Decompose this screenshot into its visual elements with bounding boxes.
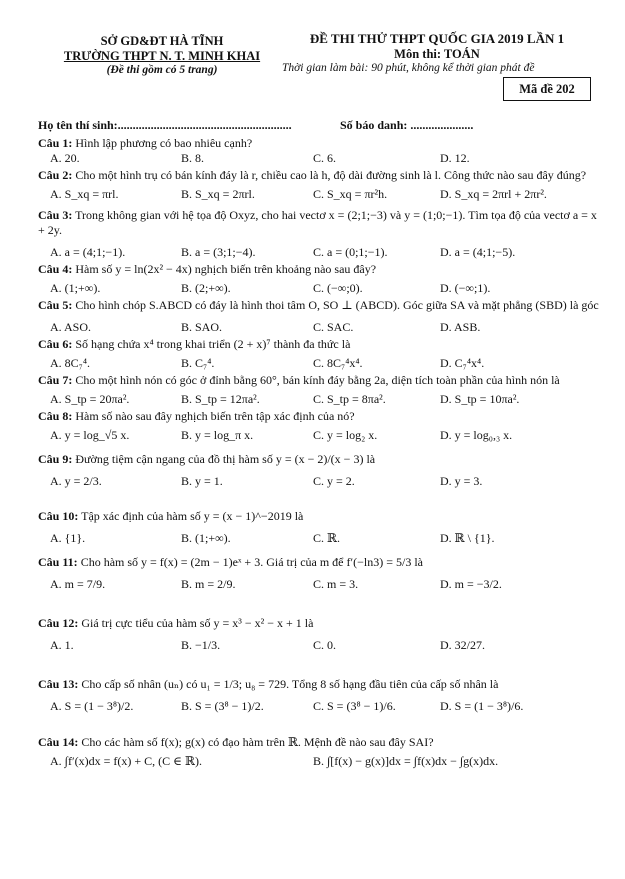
question	[38, 735, 603, 750]
question	[38, 298, 603, 313]
option-b: B. S_xq = 2πrl.	[181, 187, 255, 201]
option-a: A. S_tp = 20πa².	[50, 392, 130, 406]
question	[38, 373, 603, 388]
question-label: Câu 7:	[38, 373, 73, 387]
option-d: D. y = log₀,₃ x.	[440, 428, 513, 442]
option-c: C. (−∞;0).	[313, 281, 363, 295]
options-row	[38, 281, 603, 298]
options-row	[38, 320, 603, 337]
exam-title: ĐỀ THI THỬ THPT QUỐC GIA 2019 LẦN 1	[309, 31, 565, 46]
option-b: B. C₇⁴.	[181, 356, 215, 370]
options-row	[38, 151, 603, 168]
option-b: B. y = log_π x.	[181, 428, 254, 442]
question-text: Hàm số y = ln(2x² − 4x) nghịch biến trên khoảng nào sau đây?	[75, 262, 377, 276]
question	[38, 616, 603, 631]
option-d: D. a = (4;1;−5).	[440, 245, 516, 259]
question-text: Cho một hình nón có góc ở đỉnh bằng 60°, bán kính đáy bằng 2a, diện tích toàn phần của hình nón là	[75, 373, 560, 387]
question	[38, 168, 603, 183]
option-a: A. 20.	[50, 151, 80, 165]
option-b: B. S_tp = 12πa².	[181, 392, 260, 406]
option-c: C. S = (3⁸ − 1)/6.	[313, 699, 396, 713]
option-c: C. a = (0;1;−1).	[313, 245, 388, 259]
question-text: Trong không gian với hệ tọa độ Oxyz, cho hai vectơ x = (2;1;−3) và y = (1;0;−1). Tìm tọa độ của vectơ a = x + 2y.	[38, 208, 597, 237]
question	[38, 208, 603, 238]
options-row	[38, 474, 603, 502]
options-row	[38, 531, 603, 548]
question-label: Câu 4:	[38, 262, 73, 276]
option-c: C. ℝ.	[313, 531, 340, 545]
option-c: C. S_xq = πr²h.	[313, 187, 388, 201]
question-label: Câu 10:	[38, 509, 79, 523]
option-b: B. y = 1.	[181, 474, 223, 488]
options-row	[38, 245, 603, 262]
question-label: Câu 12:	[38, 616, 79, 630]
question-label: Câu 3:	[38, 208, 73, 222]
option-c: C. y = 2.	[313, 474, 355, 488]
option-a: A. ∫f′(x)dx = f(x) + C, (C ∈ ℝ).	[50, 754, 202, 768]
pages-note: (Đề thi gồm có 5 trang)	[106, 64, 218, 76]
option-a: A. y = log_√5 x.	[50, 428, 130, 442]
question	[38, 337, 603, 352]
option-a: A. 8C₇⁴.	[50, 356, 91, 370]
option-b: B. a = (3;1;−4).	[181, 245, 256, 259]
option-d: D. ℝ \ {1}.	[440, 531, 495, 545]
option-c: C. m = 3.	[313, 577, 359, 591]
header-right	[282, 31, 592, 74]
question-text: Tập xác định của hàm số y = (x − 1)^−2019 là	[81, 509, 304, 523]
option-c: C. 0.	[313, 638, 337, 652]
question-text: Cho cấp số nhân (uₙ) có u₁ = 1/3; u₈ = 729. Tổng 8 số hạng đầu tiên của cấp số nhân là	[81, 677, 499, 691]
question	[38, 509, 603, 524]
options-row	[38, 356, 603, 373]
option-a: A. {1}.	[50, 531, 86, 545]
option-b: B. (1;+∞).	[181, 531, 231, 545]
question-label: Câu 8:	[38, 409, 73, 423]
options-row	[38, 577, 603, 609]
question-label: Câu 2:	[38, 168, 73, 182]
question	[38, 262, 603, 277]
option-a: A. S_xq = πrl.	[50, 187, 119, 201]
options-row	[38, 392, 603, 409]
option-b: B. S = (3⁸ − 1)/2.	[181, 699, 264, 713]
option-c: C. SAC.	[313, 320, 354, 334]
option-b: B. m = 2/9.	[181, 577, 236, 591]
question	[38, 452, 603, 467]
question-label: Câu 14:	[38, 735, 79, 749]
option-b: B. 8.	[181, 151, 205, 165]
option-d: D. 32/27.	[440, 638, 485, 652]
option-c: C. y = log₂ x.	[313, 428, 378, 442]
header-left	[52, 34, 272, 76]
exam-code: Mã đề 202	[519, 81, 575, 96]
option-b: B. ∫[f(x) − g(x)]dx = ∫f(x)dx − ∫g(x)dx.	[313, 754, 499, 768]
question	[38, 409, 603, 424]
option-b: B. SAO.	[181, 320, 223, 334]
question-label: Câu 13:	[38, 677, 79, 691]
student-name-label: Họ tên thí sinh:..........................................................	[38, 118, 292, 132]
question	[38, 555, 603, 570]
option-d: D. S_tp = 10πa².	[440, 392, 520, 406]
question-label: Câu 1:	[38, 136, 73, 150]
question-label: Câu 6:	[38, 337, 73, 351]
options-row	[38, 187, 603, 204]
options-row	[38, 754, 603, 771]
question-label: Câu 5:	[38, 298, 73, 312]
subject: Môn thi: TOÁN	[394, 47, 480, 61]
question-label: Câu 9:	[38, 452, 73, 466]
question	[38, 136, 603, 151]
option-a: A. S = (1 − 3⁸)/2.	[50, 699, 134, 713]
option-c: C. 6.	[313, 151, 337, 165]
option-a: A. a = (4;1;−1).	[50, 245, 126, 259]
option-c: C. 8C₇⁴x⁴.	[313, 356, 363, 370]
question-label: Câu 11:	[38, 555, 78, 569]
question-text: Đường tiệm cận ngang của đồ thị hàm số y = (x − 2)/(x − 3) là	[75, 452, 376, 466]
school-name: TRƯỜNG THPT N. T. MINH KHAI	[63, 49, 261, 63]
option-d: D. S = (1 − 3⁸)/6.	[440, 699, 524, 713]
option-d: D. C₇⁴x⁴.	[440, 356, 485, 370]
option-a: A. y = 2/3.	[50, 474, 102, 488]
exam-code-box	[503, 77, 591, 101]
questions-list	[38, 136, 603, 771]
question-text: Cho các hàm số f(x); g(x) có đạo hàm trên ℝ. Mệnh đề nào sau đây SAI?	[81, 735, 434, 749]
question	[38, 677, 603, 692]
option-d: D. y = 3.	[440, 474, 483, 488]
department-name: SỞ GD&ĐT HÀ TĨNH	[100, 34, 224, 48]
time-note: Thời gian làm bài: 90 phút, không kể thời gian phát đề	[282, 62, 535, 74]
option-d: D. 12.	[440, 151, 470, 165]
question-text: Số hạng chứa x⁴ trong khai triển (2 + x)⁷ thành đa thức là	[75, 337, 351, 351]
option-c: C. S_tp = 8πa².	[313, 392, 386, 406]
options-row	[38, 428, 603, 445]
student-id-label: Số báo danh: .....................	[340, 118, 474, 132]
student-info	[38, 118, 598, 133]
option-b: B. −1/3.	[181, 638, 221, 652]
option-d: D. (−∞;1).	[440, 281, 491, 295]
option-d: D. m = −3/2.	[440, 577, 502, 591]
question-text: Cho hàm số y = f(x) = (2m − 1)eˣ + 3. Giá trị của m để f′(−ln3) = 5/3 là	[80, 555, 423, 569]
option-b: B. (2;+∞).	[181, 281, 231, 295]
option-a: A. ASO.	[50, 320, 92, 334]
question-text: Hình lập phương có bao nhiêu cạnh?	[75, 136, 253, 150]
question-text: Cho một hình trụ có bán kính đáy là r, chiều cao là h, độ dài đường sinh là l. Công thức nào sau đây đúng?	[75, 168, 587, 182]
options-row	[38, 699, 603, 731]
option-a: A. (1;+∞).	[50, 281, 101, 295]
question-text: Hàm số nào sau đây nghịch biến trên tập xác định của nó?	[75, 409, 355, 423]
question-text: Cho hình chóp S.ABCD có đáy là hình thoi tâm O, SO ⊥ (ABCD). Góc giữa SA và mặt phẳng (SBD) là góc	[75, 298, 599, 312]
options-row	[38, 638, 603, 670]
option-d: D. S_xq = 2πrl + 2πr².	[440, 187, 547, 201]
option-a: A. m = 7/9.	[50, 577, 106, 591]
question-text: Giá trị cực tiểu của hàm số y = x³ − x² − x + 1 là	[81, 616, 314, 630]
option-a: A. 1.	[50, 638, 74, 652]
option-d: D. ASB.	[440, 320, 481, 334]
